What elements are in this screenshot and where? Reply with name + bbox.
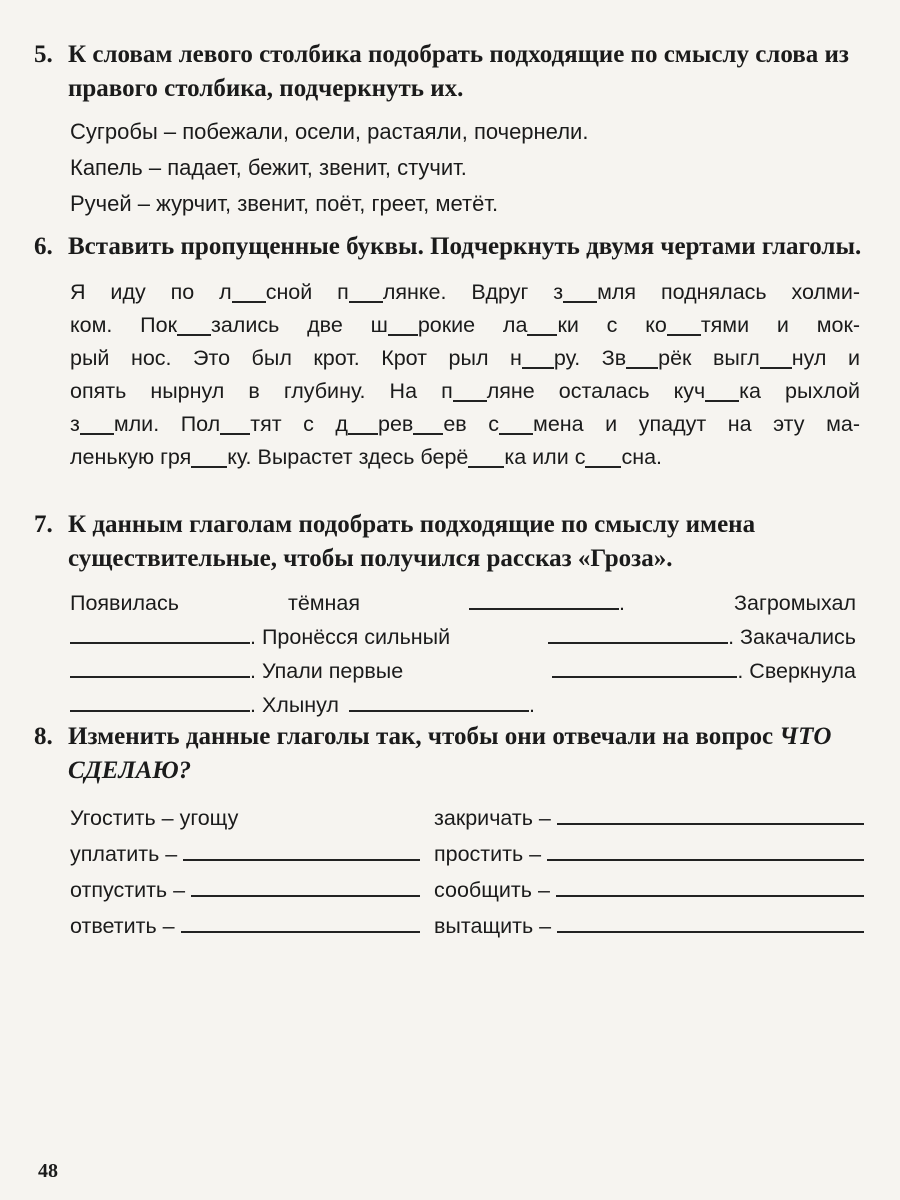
page-number: 48 xyxy=(38,1160,58,1182)
story-word: тёмная xyxy=(287,591,361,615)
letter-gap[interactable] xyxy=(191,466,227,468)
word-line: Сугробы – побежали, осели, растаяли, почернели. xyxy=(70,119,589,144)
answer-blank[interactable] xyxy=(70,656,250,678)
story-word: . Закачались xyxy=(728,625,856,649)
verb-cell xyxy=(434,800,864,836)
text-fragment: тят с д xyxy=(250,412,348,436)
letter-gap[interactable] xyxy=(585,466,621,468)
text-fragment: ляне осталась куч xyxy=(486,379,706,403)
verb-text: вытащить – xyxy=(434,914,552,938)
letter-gap[interactable] xyxy=(563,301,597,303)
story-word: Появилась xyxy=(70,591,179,615)
letter-gap[interactable] xyxy=(705,400,739,402)
letter-gap[interactable] xyxy=(220,433,250,435)
story-punct: . xyxy=(528,693,535,717)
letter-gap[interactable] xyxy=(348,433,378,435)
letter-gap[interactable] xyxy=(453,400,487,402)
answer-blank[interactable] xyxy=(556,873,864,897)
task-instruction: К словам левого столбика подобрать подходящие по смыслу слова из правого столбика, подчеркнуть их. xyxy=(68,41,849,102)
answer-blank[interactable] xyxy=(183,837,420,861)
text-fragment: ки с ко xyxy=(557,313,667,337)
letter-gap[interactable] xyxy=(232,301,266,303)
text-line xyxy=(70,408,860,441)
story-word: . Упали первые xyxy=(250,659,404,683)
answer-blank[interactable] xyxy=(191,873,420,897)
verb-text: простить – xyxy=(434,842,542,866)
story-word: . Пронёсся сильный xyxy=(250,625,451,649)
task-number: 5. xyxy=(34,41,53,68)
story-line xyxy=(70,586,856,620)
verb-cell xyxy=(70,908,434,944)
verb-cell xyxy=(70,800,434,836)
text-line xyxy=(70,309,860,342)
task-instruction xyxy=(68,720,864,788)
task-number: 7. xyxy=(34,511,53,538)
text-fragment: рев xyxy=(377,412,414,436)
text-fragment: мля поднялась холми- xyxy=(597,280,860,304)
task-8-header xyxy=(34,720,864,788)
text-fragment: сной п xyxy=(265,280,349,304)
task-6-header xyxy=(34,230,864,264)
instruction-question: ЧТО СДЕЛАЮ? xyxy=(68,723,832,784)
text-fragment: нул и xyxy=(791,346,860,370)
text-fragment: рёк выгл xyxy=(658,346,760,370)
story-word: . Хлынул xyxy=(250,693,339,717)
verb-cell xyxy=(70,872,434,908)
task-number: 6. xyxy=(34,233,53,260)
answer-blank[interactable] xyxy=(349,690,529,712)
story-line xyxy=(70,654,856,688)
answer-blank[interactable] xyxy=(181,909,420,933)
text-fragment: рокие ла xyxy=(417,313,528,337)
story-fill xyxy=(34,586,864,722)
verb-cell xyxy=(70,836,434,872)
verb-text: Угостить – угощу xyxy=(70,806,239,830)
task-5-header xyxy=(34,38,864,106)
verb-row xyxy=(70,800,864,836)
text-fragment: опять нырнул в глубину. На п xyxy=(70,379,453,403)
text-fragment: ка или с xyxy=(504,445,586,469)
task-instruction: Вставить пропущенные буквы. Подчеркнуть двумя чертами глаголы. xyxy=(68,233,862,260)
verb-cell xyxy=(434,872,864,908)
letter-gap[interactable] xyxy=(388,334,418,336)
text-fragment: ру. Зв xyxy=(553,346,627,370)
instruction-text: Изменить данные глаголы так, чтобы они отвечали на вопрос xyxy=(68,723,774,750)
story-line xyxy=(70,620,856,654)
word-line: Ручей – журчит, звенит, поёт, греет, метёт. xyxy=(70,191,499,216)
task-instruction: К данным глаголам подобрать подходящие по смыслу имена существительные, чтобы получился рассказ «Гроза». xyxy=(68,511,756,572)
answer-blank[interactable] xyxy=(552,656,737,678)
letter-gap[interactable] xyxy=(499,433,533,435)
text-line xyxy=(70,342,860,375)
letter-gap[interactable] xyxy=(80,433,114,435)
text-fragment: тями и мок- xyxy=(700,313,861,337)
letter-gap[interactable] xyxy=(527,334,557,336)
text-fragment: рый нос. Это был крот. Крот рыл н xyxy=(70,346,522,370)
text-fragment: сна. xyxy=(621,445,663,469)
verb-text: уплатить – xyxy=(70,842,178,866)
verb-text: отпустить – xyxy=(70,878,186,902)
text-fragment: лянке. Вдруг з xyxy=(382,280,564,304)
task-7-header xyxy=(34,508,864,576)
text-fragment: ленькую гря xyxy=(70,445,192,469)
text-fragment: з xyxy=(70,412,80,436)
answer-blank[interactable] xyxy=(469,588,619,610)
word-line: Капель – падает, бежит, звенит, стучит. xyxy=(70,155,467,180)
letter-gap[interactable] xyxy=(760,367,792,369)
letter-gap[interactable] xyxy=(522,367,554,369)
text-fragment: ком. Пок xyxy=(70,313,177,337)
verb-row xyxy=(70,908,864,944)
answer-blank[interactable] xyxy=(548,622,728,644)
text-line xyxy=(70,276,860,309)
letter-gap[interactable] xyxy=(626,367,658,369)
task-8 xyxy=(34,720,864,944)
verb-row xyxy=(70,872,864,908)
answer-blank[interactable] xyxy=(557,801,864,825)
letter-gap[interactable] xyxy=(349,301,383,303)
text-fragment: мена и упадут на эту ма- xyxy=(533,412,860,436)
verb-text: ответить – xyxy=(70,914,175,938)
verb-text: закричать – xyxy=(434,806,551,830)
story-word: Загромыхал xyxy=(734,591,856,615)
story-word: . Сверкнула xyxy=(737,659,856,683)
text-line xyxy=(70,441,860,474)
text-fragment: мли. Пол xyxy=(113,412,221,436)
verb-cell xyxy=(434,836,864,872)
gap-text xyxy=(34,276,860,474)
text-fragment: зались две ш xyxy=(210,313,388,337)
task-number: 8. xyxy=(34,723,53,750)
text-fragment: Я иду по л xyxy=(70,280,232,304)
verb-cell xyxy=(434,908,864,944)
task-7 xyxy=(34,508,864,722)
word-list xyxy=(34,114,864,222)
letter-gap[interactable] xyxy=(177,334,211,336)
answer-blank[interactable] xyxy=(557,909,864,933)
letter-gap[interactable] xyxy=(667,334,701,336)
verb-pairs xyxy=(34,800,864,944)
answer-blank[interactable] xyxy=(70,622,250,644)
answer-blank[interactable] xyxy=(547,837,864,861)
text-fragment: ку. Вырастет здесь берё xyxy=(227,445,469,469)
verb-row xyxy=(70,836,864,872)
letter-gap[interactable] xyxy=(468,466,504,468)
story-line xyxy=(70,688,856,722)
text-fragment: ка рыхлой xyxy=(739,379,860,403)
task-5 xyxy=(34,38,864,222)
text-line xyxy=(70,375,860,408)
story-punct: . xyxy=(619,591,626,615)
letter-gap[interactable] xyxy=(413,433,443,435)
verb-text: сообщить – xyxy=(434,878,550,902)
task-6 xyxy=(34,230,864,474)
answer-blank[interactable] xyxy=(70,690,250,712)
text-fragment: ев с xyxy=(443,412,500,436)
